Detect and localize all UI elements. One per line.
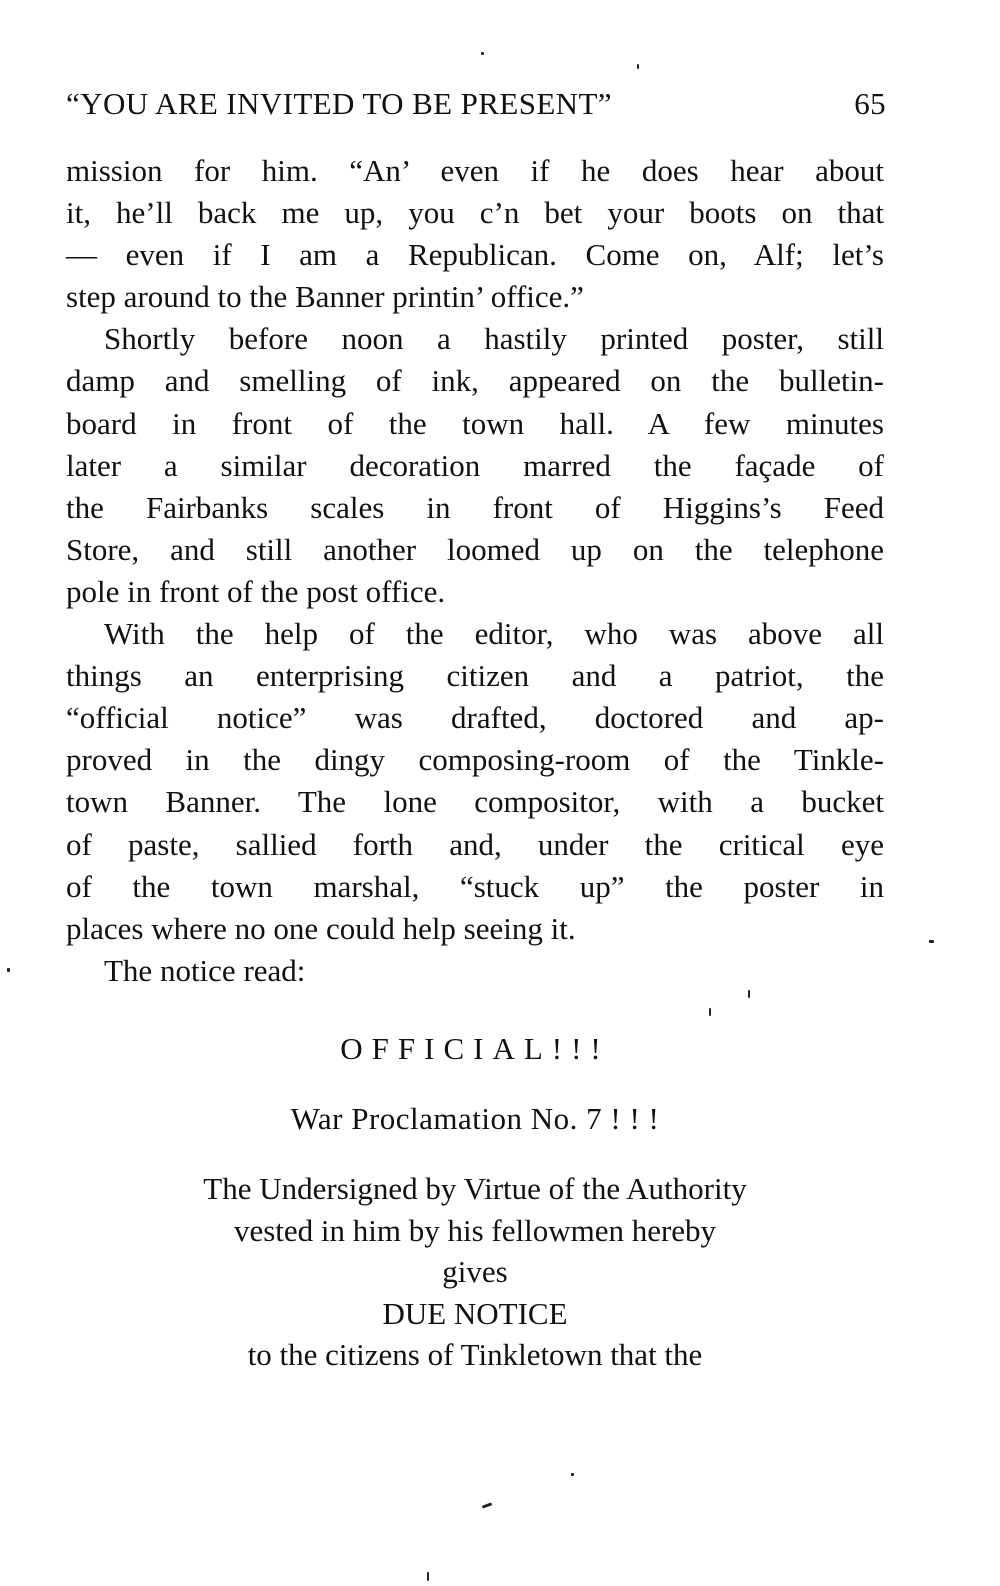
text-line: later a similar decoration marred the façade of [66,447,884,483]
notice-line: DUE NOTICE [382,1295,568,1331]
print-speck [571,1473,574,1476]
print-speck [637,64,639,69]
text-line: proved in the dingy composing-room of the Tinkle- [66,742,884,778]
text-line: damp and smelling of ink, appeared on the bulletin- [66,363,884,399]
text-line: board in front of the town hall. A few minutes [66,405,884,441]
text-line: of the town marshal, “stuck up” the poster in [66,868,884,904]
text-line: things an enterprising citizen and a patriot, the [66,658,884,694]
notice-line: vested in him by his fellowmen hereby [233,1212,717,1248]
text-line: “official notice” was drafted, doctored and ap- [66,700,884,736]
notice-heading: OFFICIAL!!! [340,1031,610,1066]
print-speck [482,1502,492,1508]
notice-line: gives [442,1254,508,1289]
text-line: of paste, sallied forth and, under the critical eye [66,826,884,862]
text-line: step around to the Banner printin’ office.” [66,279,584,315]
paragraph-start-line: Shortly before noon a hastily printed poster, still [104,321,884,357]
print-speck [427,1572,429,1581]
text-line: it, he’ll back me up, you c’n bet your boots on that [66,195,884,231]
running-head [66,82,886,126]
running-title: “YOU ARE INVITED TO BE PRESENT” [66,86,612,121]
print-speck [481,52,484,55]
notice-subheading: War Proclamation No. 7 ! ! ! [290,1101,660,1136]
notice-line: to the citizens of Tinkletown that the [247,1337,703,1372]
page-number: 65 [854,86,886,121]
text-line: Store, and still another loomed up on the telephone [66,531,884,567]
text-line: places where no one could help seeing it. [66,910,576,946]
print-speck [748,990,750,998]
paragraph-start-line: The notice read: [104,952,306,988]
text-line: the Fairbanks scales in front of Higgins’s Feed [66,489,884,525]
body-text [66,150,884,992]
text-line: — even if I am a Republican. Come on, Alf; let’s [66,237,884,273]
notice-body [66,1168,884,1376]
paragraph-start-line: With the help of the editor, who was above all [104,616,884,652]
text-line: pole in front of the post office. [66,573,446,609]
print-speck [7,968,10,972]
text-line: mission for him. “An’ even if he does hear about [66,153,884,188]
print-speck [929,940,934,943]
print-speck [709,1008,711,1016]
text-line: town Banner. The lone compositor, with a bucket [66,784,884,820]
notice-line: The Undersigned by Virtue of the Authority [203,1171,747,1206]
